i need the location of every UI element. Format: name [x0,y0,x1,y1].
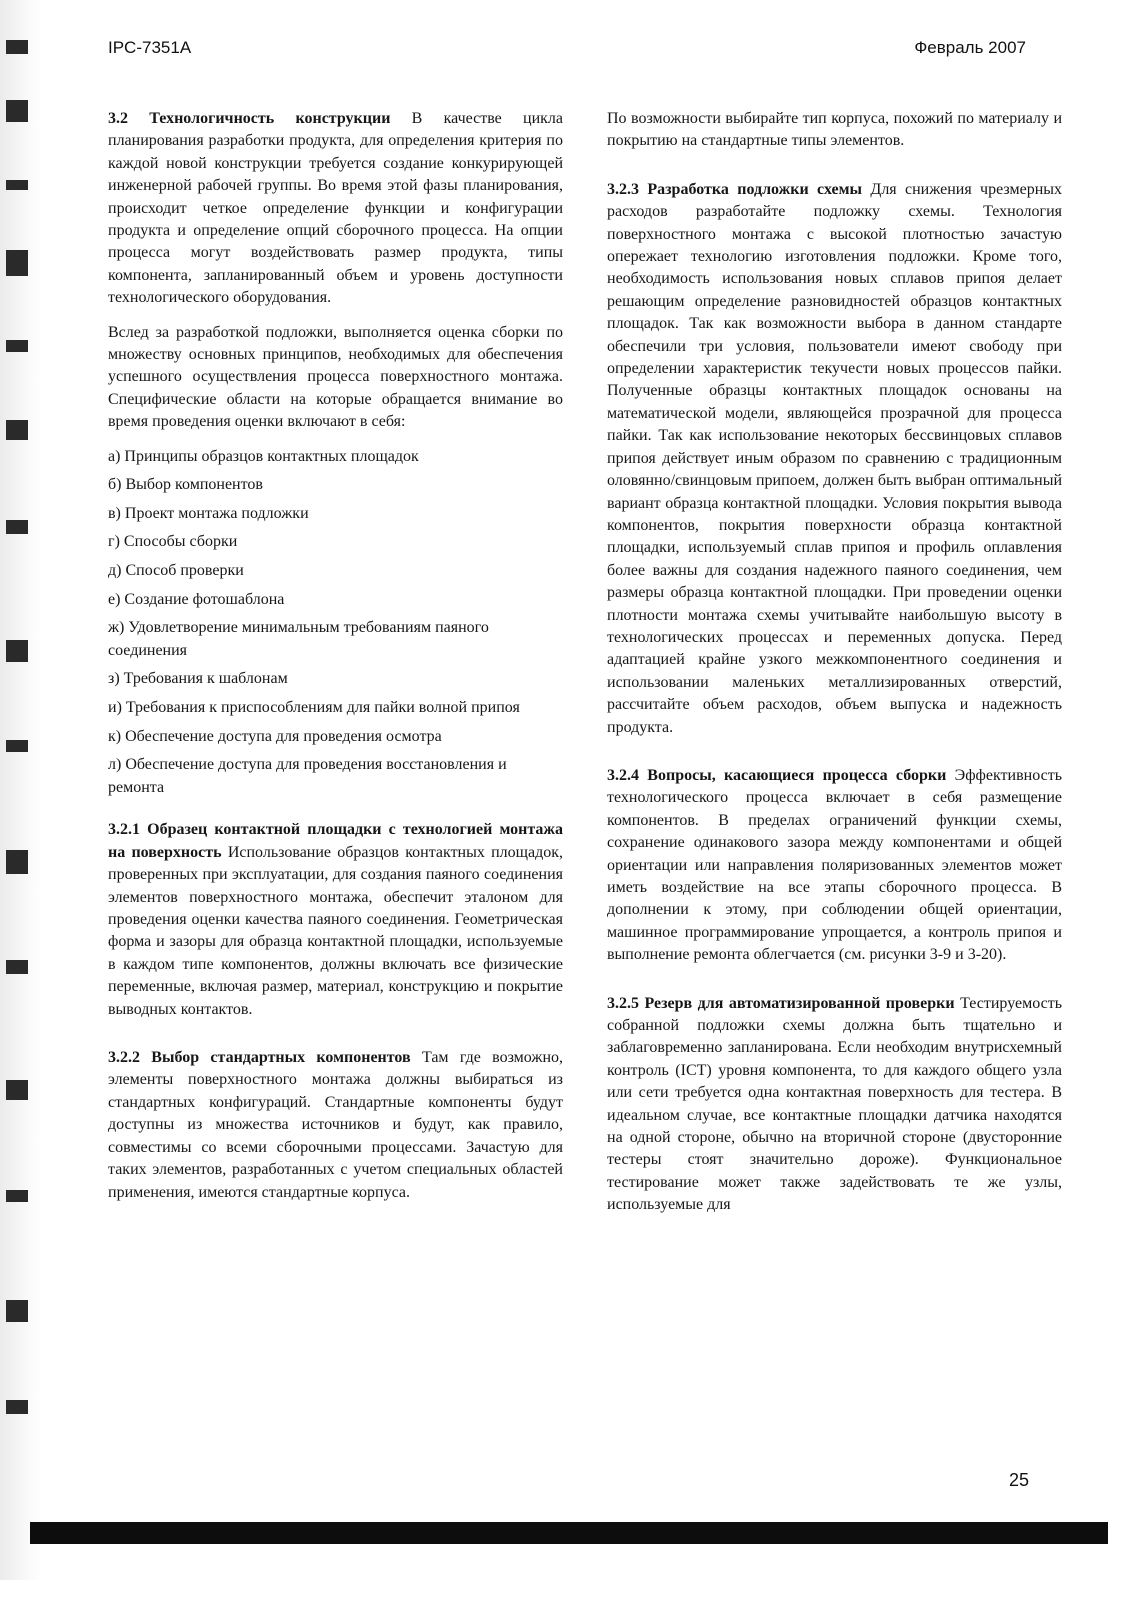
document-id: IPC-7351A [108,38,192,57]
section-3-2-3-body: Для снижения чрезмерных расходов разработайте подложку схемы. Технология поверхностного монтажа с высокой плотностью зачастую опережает технологию изготовления подложки. Кроме того, необходимость использования новых сплавов припоя делает решающим определение разновидностей образцов контактных площадок. Так как возможности выбора в данном стандарте обеспечили три условия, пользователи имеют свободу при определении характеристик текучести новых процессов пайки. Полученные образцы контактных площадок основаны на математической модели, являющейся прозрачной для процесса пайки. Так как использование некоторых бессвинцовых сплавов припоя действует иным образом по сравнению с традиционным оловянно/свинцовым припоем, должен быть выбран оптимальный вариант образца контактной площадки. Условия покрытия вывода компонентов, покрытия поверхности образца контактной площадки, используемый сплав припоя и профиль оплавления более важны для создания надежного паяного соединения, чем размеры образца контактной площадки. При проведении оценки плотности монтажа схемы учитывайте наибольшую высоту в технологических процессах и переменных допуска. Перед адаптацией крайне узкого межкомпонентного соединения и использовании маленьких металлизированных отверстий, рассчитайте объем расходов, объем выпуска и надежность продукта. [607,180,1063,736]
scan-bottom-bar [30,1522,1108,1544]
section-3-2-3-heading: 3.2.3 Разработка подложки схемы [607,180,863,198]
section-3-2-1-heading: 3.2.1 Образец контактной площадки с технологией монтажа на поверхность [108,821,563,861]
list-item: и) Требования к приспособлениям для пайки волной припоя [108,699,520,717]
section-3-2-body: В качестве цикла планирования разработки продукта, для определения критерия по каждой новой конструкции требуется создание конкурирующей инженерной рабочей группы. Во время этой фазы планирования, происходит четкое определение функции и конфигурации продукта и определение опций сборочного процесса. На опции процесса могут воздействовать размер продукта, типы компонента, запланированный объем и уровень доступности технологического оборудования. [108,110,564,307]
list-item: к) Обеспечение доступа для проведения осмотра [108,727,442,745]
section-3-2-4-heading: 3.2.4 Вопросы, касающиеся процесса сборки [607,766,947,784]
section-3-2-2-body: Там где возможно, элементы поверхностного монтажа должны выбираться из стандартных конфигураций. Стандартные компоненты будут доступны из множества источников и будут, как правило, совместимы со всеми сборочными процессами. Зачастую для таких элементов, разработанных с учетом специальных областей применения, имеются стандартные корпуса. [108,1049,564,1201]
page-number: 25 [1008,1470,1029,1490]
list-item: з) Требования к шаблонам [108,670,288,688]
left-column [108,108,563,1216]
section-3-2-4-body: Эффективность технологического процесса включает в себя размещение компонентов. В пределах ограничений функции схемы, сохранение одинакового зазора между компонентами и общей ориентации или направления поляризованных элементов может иметь воздействие на все этапы сборочного процесса. В дополнении к этому, при соблюдении общей ориентации, машинное программирование упрощается, а контроль припоя и выполнение ремонта облегчается (см. рисунки 3-9 и 3-20). [607,766,1062,964]
section-3-2-3 [607,179,1062,739]
section-3-2-heading: 3.2 Технологичность конструкции [108,110,391,127]
document-date: Февраль 2007 [914,38,1026,57]
section-3-2-5-body: Тестируемость собранной подложки схемы должна быть тщательно и заблаговременно запланирована. Если необходим внутрисхемный контроль (ICT) уровня компонента, то для каждого общего узла или сети требуется одна контактная поверхность для тестера. В идеальном случае, все контактные площадки датчика находятся на одной стороне, обычно на вторичной стороне (двусторонние тестеры стоят значительно дороже). Функциональное тестирование может также задействовать те же узлы, используемые для [607,994,1062,1214]
section-3-2-5 [607,993,1062,1217]
section-3-2-1 [108,819,563,1021]
list-item: г) Способы сборки [108,533,238,551]
section-3-2-2-heading: 3.2.2 Выбор стандартных компонентов [108,1049,411,1067]
section-3-2 [108,108,563,310]
evaluation-list [108,446,563,800]
scan-edge-shadow [0,0,42,1580]
section-3-2-2-continued: По возможности выбирайте тип корпуса, похожий по материалу и покрытию на стандартные типы элементов. [607,110,1062,150]
right-column [607,108,1062,1229]
section-3-2-5-heading: 3.2.5 Резерв для автоматизированной проверки [607,994,955,1012]
list-item: б) Выбор компонентов [108,476,263,494]
section-3-2-para2: Вслед за разработкой подложки, выполняется оценка сборки по множеству основных принципов, необходимых для обеспечения успешного осуществления процесса поверхностного монтажа. Специфические области на которые обращается внимание во время проведения оценки включают в себя: [108,323,563,431]
list-item: е) Создание фотошаблона [108,590,285,608]
list-item: л) Обеспечение доступа для проведения восстановления и ремонта [108,756,507,796]
list-item: в) Проект монтажа подложки [108,504,309,522]
section-3-2-1-body: Использование образцов контактных площадок, проверенных при эксплуатации, для создания паяного соединения элементов поверхностного монтажа, обеспечит эталоном для проведения оценки качества паяного соединения. Геометрическая форма и зазоры для образца контактной площадки, используемые в каждом типе компонентов, должны включать все физические переменные, включая размер, материал, конструкцию и покрытие выводных контактов. [108,843,563,1018]
section-3-2-4 [607,765,1062,967]
list-item: ж) Удовлетворение минимальным требованиям паяного соединения [108,619,489,659]
list-item: а) Принципы образцов контактных площадок [108,447,419,465]
list-item: д) Способ проверки [108,562,244,580]
section-3-2-2 [108,1047,563,1204]
